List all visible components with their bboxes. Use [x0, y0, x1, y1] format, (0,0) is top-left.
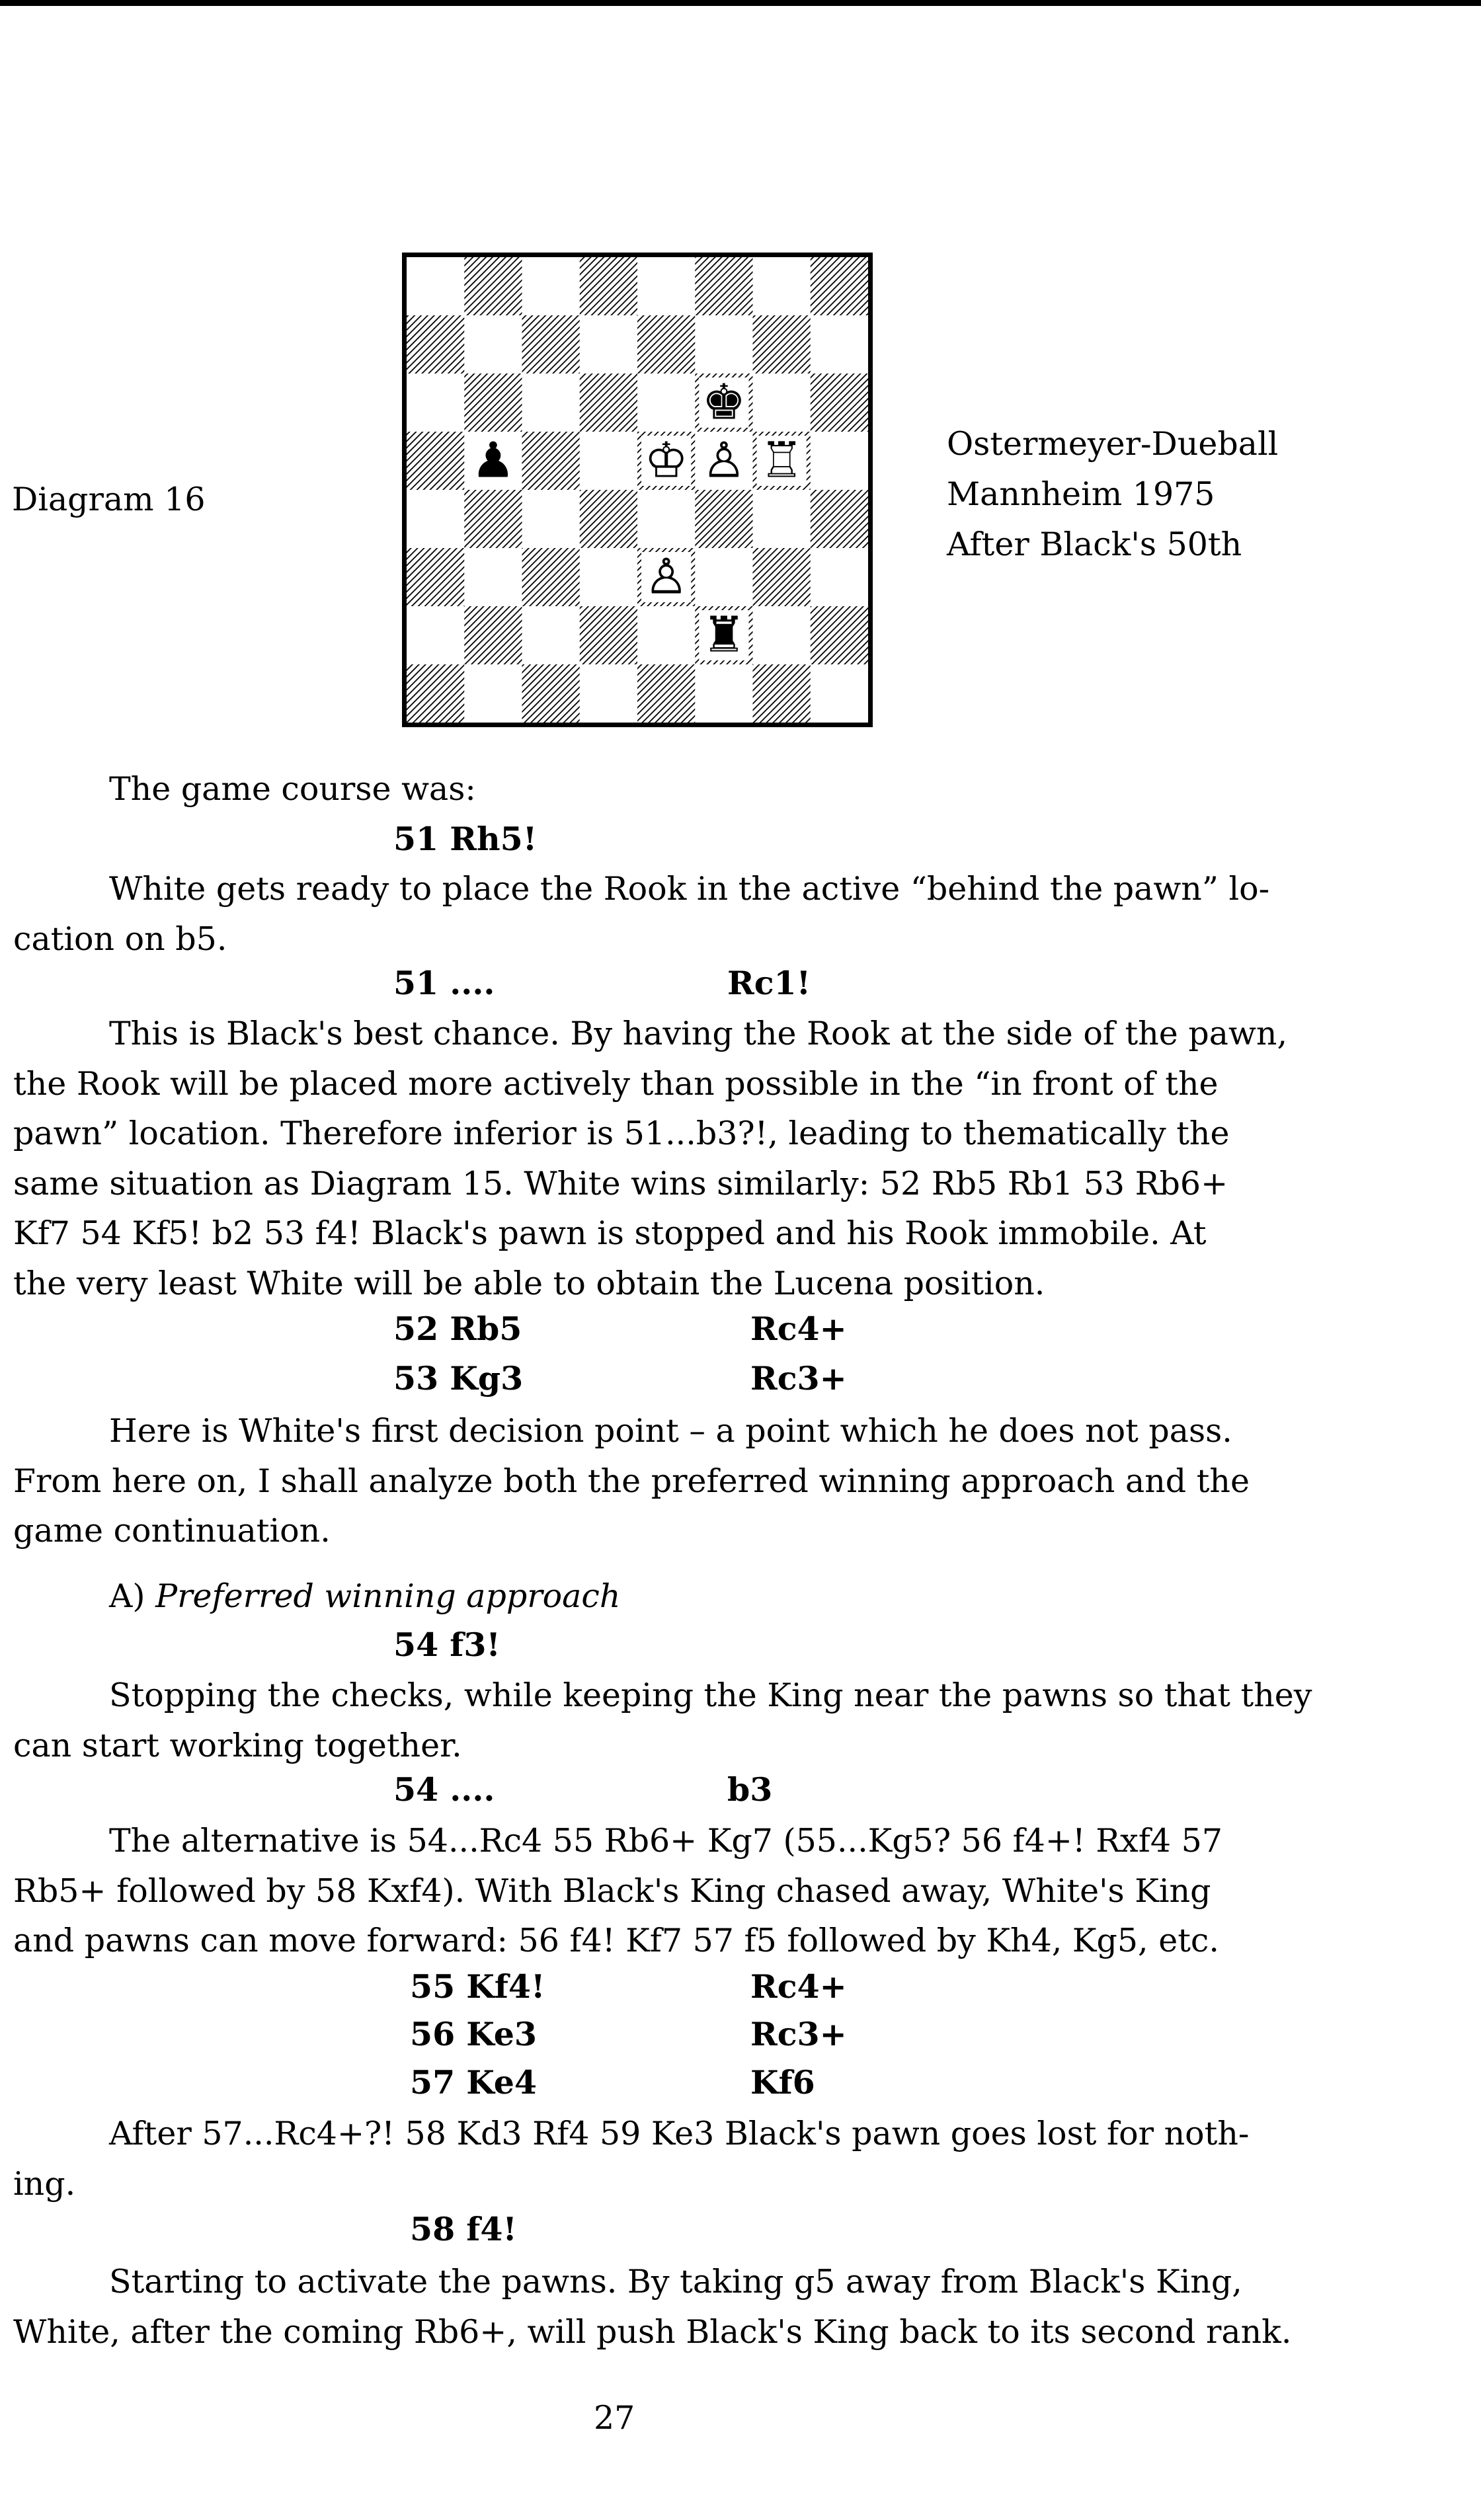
- dark-square: [407, 432, 465, 491]
- light-square: [753, 606, 811, 665]
- move-57-white: 57 Ke4: [410, 2063, 538, 2102]
- light-square: [407, 257, 465, 316]
- section-a-title: Preferred winning approach: [155, 1577, 621, 1615]
- move-57-black: Kf6: [750, 2063, 815, 2102]
- move-54-black: b3: [727, 1770, 773, 1809]
- paragraph-line: Here is White's first decision point – a point which he does not pass.: [109, 1412, 1232, 1450]
- light-square: [580, 664, 638, 723]
- light-square: [811, 432, 868, 491]
- light-square: [637, 257, 696, 316]
- dark-square: [695, 257, 753, 316]
- page-number: 27: [594, 2399, 635, 2437]
- light-square: [522, 257, 580, 316]
- dark-square: [811, 257, 868, 316]
- paragraph-line: After 57...Rc4+?! 58 Kd3 Rf4 59 Ke3 Black's pawn goes lost for noth-: [109, 2115, 1250, 2152]
- light-square: [522, 374, 580, 432]
- paragraph-4: [13, 1671, 1468, 1770]
- section-a-prefix: A): [109, 1577, 145, 1615]
- game-info: [947, 419, 1278, 570]
- light-square: [811, 548, 868, 607]
- chess-board: [402, 253, 873, 727]
- dark-square: [753, 315, 811, 374]
- paragraph-line: Rb5+ followed by 58 Kxf4). With Black's King chased away, White's King: [13, 1871, 1211, 1910]
- dark-square: [522, 664, 580, 723]
- dark-square: [464, 606, 522, 665]
- paragraph-line: cation on b5.: [13, 920, 227, 958]
- move-51-black: Rc1!: [727, 964, 811, 1002]
- dark-square: [811, 606, 868, 665]
- dark-square: [522, 432, 580, 491]
- light-square: [464, 315, 522, 374]
- dark-square: [407, 315, 465, 374]
- move-51-number: 51 ....: [393, 964, 495, 1002]
- paragraph-line: game continuation.: [13, 1512, 331, 1550]
- section-a-heading: [109, 1577, 620, 1616]
- intro-line: The game course was:: [109, 770, 476, 808]
- game-position: After Black's 50th: [947, 526, 1242, 563]
- light-square: [637, 374, 696, 432]
- move-55-white: 55 Kf4!: [410, 1967, 545, 2006]
- paragraph-line: Kf7 54 Kf5! b2 53 f4! Black's pawn is stopped and his Rook immobile. At: [13, 1214, 1207, 1252]
- paragraph-line: the very least White will be able to obtain the Lucena position.: [13, 1264, 1045, 1302]
- light-square: [695, 664, 753, 723]
- paragraph-line: White, after the coming Rb6+, will push Black's King back to its second rank.: [13, 2312, 1292, 2351]
- dark-square: [580, 374, 638, 432]
- paragraph-line: same situation as Diagram 15. White wins similarly: 52 Rb5 Rb1 53 Rb6+: [13, 1164, 1228, 1202]
- paragraph-1: [13, 864, 1468, 964]
- light-square: [407, 606, 465, 665]
- move-53-white: 53 Kg3: [393, 1359, 524, 1398]
- paragraph-line: The alternative is 54...Rc4 55 Rb6+ Kg7 (55...Kg5? 56 f4+! Rxf4 57: [109, 1822, 1222, 1860]
- dark-square: [464, 257, 522, 316]
- top-rule: [0, 0, 1481, 6]
- black-rook-icon: ♜: [701, 606, 746, 664]
- light-square: [522, 490, 580, 549]
- move-53-black: Rc3+: [750, 1359, 847, 1398]
- move-52-black: Rc4+: [750, 1310, 847, 1348]
- light-square: [811, 664, 868, 723]
- paragraph-line: ing.: [13, 2164, 76, 2203]
- light-square: [753, 490, 811, 549]
- paragraph-3: [13, 1406, 1468, 1556]
- paragraph-2: [13, 1009, 1468, 1308]
- light-square: [637, 606, 696, 665]
- light-square: [753, 374, 811, 432]
- paragraph-line: Starting to activate the pawns. By taking g5 away from Black's King,: [109, 2263, 1242, 2301]
- paragraph-7: [13, 2257, 1468, 2357]
- paragraph-line: can start working together.: [13, 1726, 462, 1764]
- dark-square: [811, 490, 868, 549]
- dark-square: [522, 315, 580, 374]
- light-square: [580, 548, 638, 607]
- light-square: [637, 490, 696, 549]
- light-square: [522, 606, 580, 665]
- white-king-icon: ♔: [644, 432, 688, 489]
- dark-square: [637, 315, 696, 374]
- light-square: [753, 257, 811, 316]
- white-pawn-icon: ♙: [644, 548, 688, 606]
- dark-square: [464, 490, 522, 549]
- move-55-black: Rc4+: [750, 1967, 847, 2006]
- move-54-number: 54 ....: [393, 1770, 495, 1809]
- chess-board-svg: [407, 257, 868, 723]
- dark-square: [695, 490, 753, 549]
- dark-square: [580, 490, 638, 549]
- move-56-black: Rc3+: [750, 2015, 847, 2053]
- paragraph-line: pawn” location. Therefore inferior is 51...b3?!, leading to thematically the: [13, 1115, 1230, 1152]
- dark-square: [753, 664, 811, 723]
- dark-square: [580, 606, 638, 665]
- light-square: [695, 548, 753, 607]
- paragraph-6: [13, 2109, 1468, 2209]
- dark-square: [637, 664, 696, 723]
- paragraph-5: [13, 1816, 1468, 1966]
- dark-square: [753, 548, 811, 607]
- move-56-white: 56 Ke3: [410, 2015, 538, 2053]
- light-square: [407, 374, 465, 432]
- paragraph-line: From here on, I shall analyze both the preferred winning approach and the: [13, 1462, 1250, 1500]
- dark-square: [464, 374, 522, 432]
- diagram-label: Diagram 16: [12, 481, 206, 518]
- paragraph-line: Stopping the checks, while keeping the King near the pawns so that they: [109, 1676, 1312, 1714]
- move-54-white: 54 f3!: [393, 1626, 500, 1664]
- dark-square: [407, 664, 465, 723]
- paragraph-line: White gets ready to place the Rook in the active “behind the pawn” lo-: [109, 870, 1270, 908]
- move-51-white: 51 Rh5!: [393, 820, 538, 858]
- paragraph-line: the Rook will be placed more actively than possible in the “in front of the: [13, 1064, 1219, 1103]
- dark-square: [522, 548, 580, 607]
- dark-square: [407, 548, 465, 607]
- light-square: [580, 315, 638, 374]
- white-pawn-icon: ♙: [701, 432, 746, 489]
- light-square: [695, 315, 753, 374]
- move-52-white: 52 Rb5: [393, 1310, 522, 1348]
- dark-square: [580, 257, 638, 316]
- game-event: Mannheim 1975: [947, 475, 1215, 513]
- light-square: [407, 490, 465, 549]
- paragraph-line: and pawns can move forward: 56 f4! Kf7 57 f5 followed by Kh4, Kg5, etc.: [13, 1922, 1219, 1959]
- move-58-white: 58 f4!: [410, 2210, 517, 2248]
- light-square: [464, 548, 522, 607]
- light-square: [580, 432, 638, 491]
- white-rook-icon: ♖: [759, 432, 804, 489]
- black-pawn-icon: ♟: [471, 432, 516, 489]
- light-square: [464, 664, 522, 723]
- dark-square: [811, 374, 868, 432]
- game-players: Ostermeyer-Dueball: [947, 425, 1279, 463]
- light-square: [811, 315, 868, 374]
- paragraph-line: This is Black's best chance. By having the Rook at the side of the pawn,: [109, 1015, 1288, 1052]
- black-king-icon: ♚: [701, 374, 746, 431]
